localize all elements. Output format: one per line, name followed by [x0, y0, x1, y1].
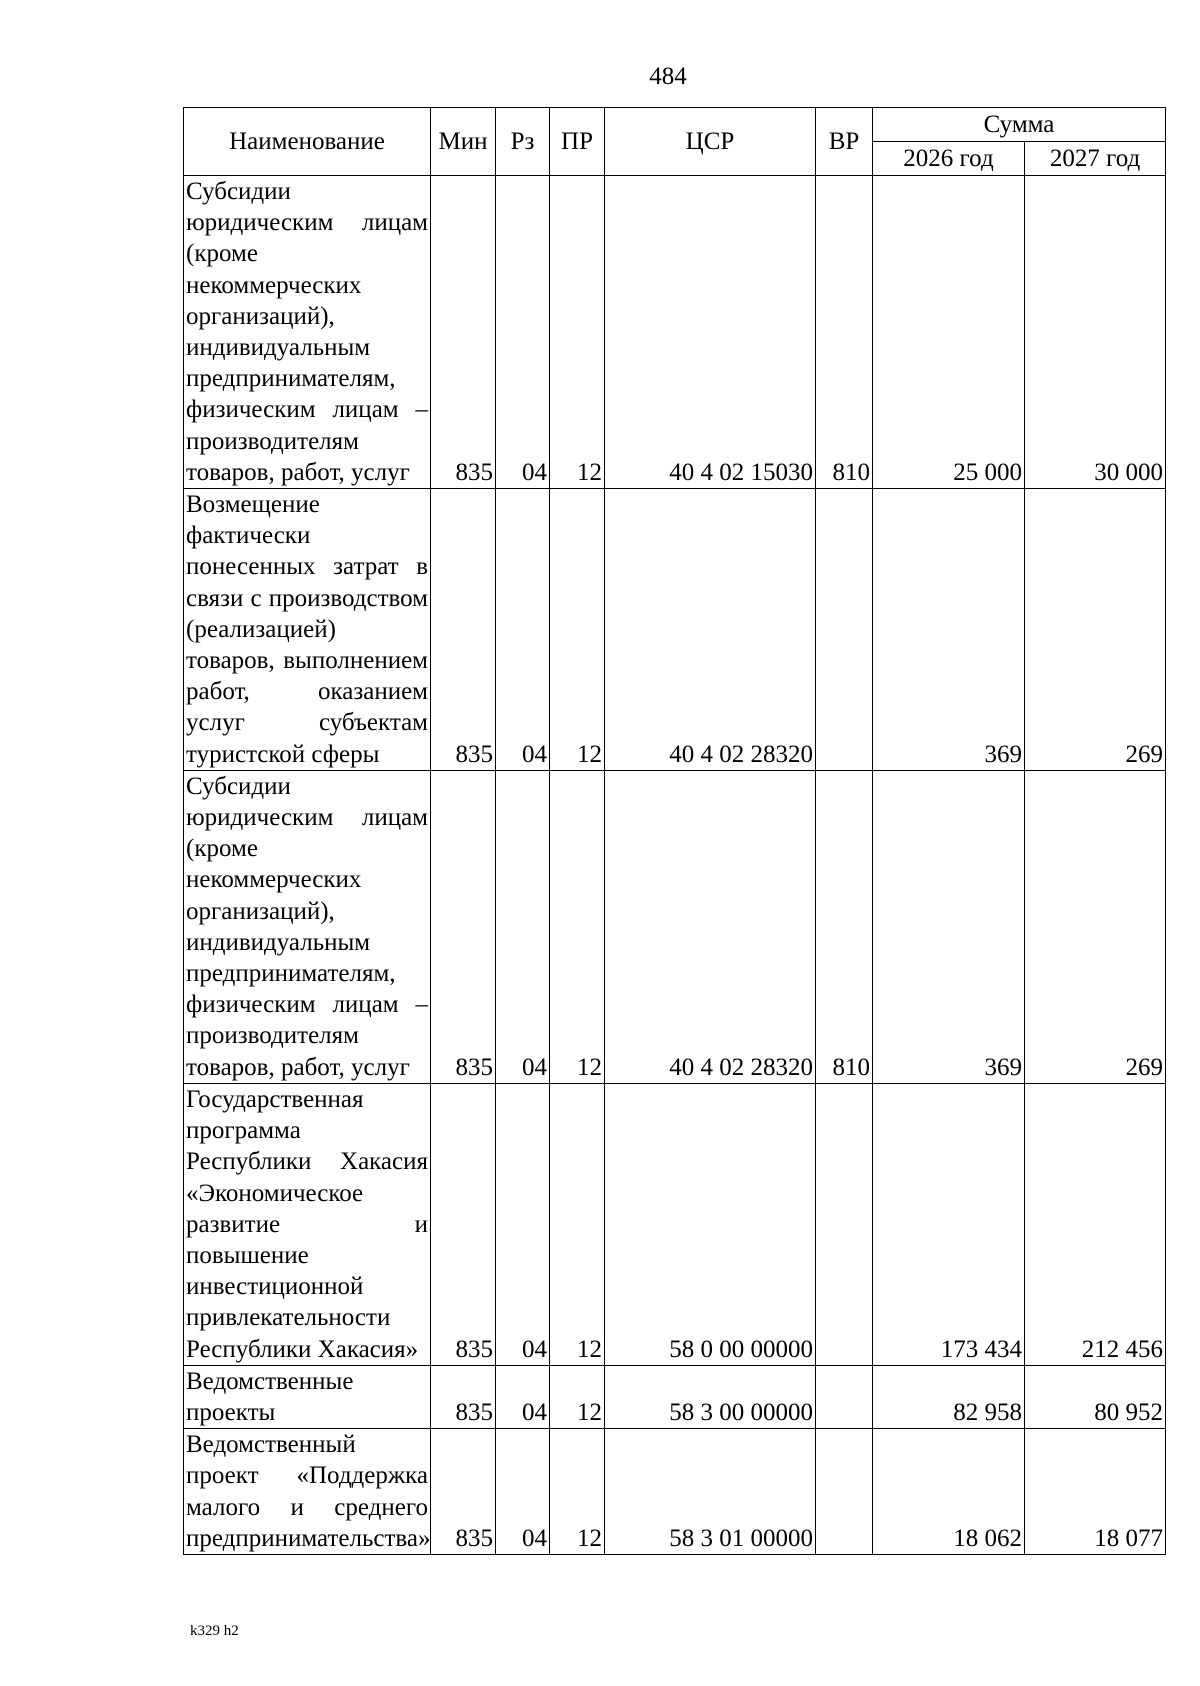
- budget-table: [183, 107, 1166, 1555]
- table-row: [184, 1083, 1166, 1365]
- row-2027: 80 952: [1025, 1365, 1166, 1428]
- row-2026: 82 958: [873, 1365, 1025, 1428]
- row-vr: [816, 489, 873, 771]
- row-2027: 269: [1025, 770, 1166, 1083]
- row-min: 835: [431, 489, 496, 771]
- header-name: Наименование: [184, 108, 431, 176]
- row-csr: 40 4 02 15030: [605, 176, 816, 489]
- header-rz: Рз: [496, 108, 550, 176]
- page-number: 484: [649, 63, 687, 90]
- row-2027: 30 000: [1025, 176, 1166, 489]
- row-min: 835: [431, 1429, 496, 1555]
- row-name: Субсидии юридическим лицам (кроме некоммерческих организаций), индивидуальным предпринимателям, физическим лицам – производителям товаров, работ, услуг: [184, 176, 431, 489]
- row-rz: 04: [496, 489, 550, 771]
- row-name: Ведомственный проект «Поддержка малого и среднего предпринимательства»: [184, 1429, 431, 1555]
- row-vr: 810: [816, 770, 873, 1083]
- footer-code: k329 h2: [190, 1623, 239, 1639]
- row-name: Субсидии юридическим лицам (кроме некоммерческих организаций), индивидуальным предпринимателям, физическим лицам – производителям товаров, работ, услуг: [184, 770, 431, 1083]
- table-row: [184, 1429, 1166, 1555]
- row-rz: 04: [496, 1429, 550, 1555]
- header-min: Мин: [431, 108, 496, 176]
- row-2026: 369: [873, 489, 1025, 771]
- header-vr: ВР: [816, 108, 873, 176]
- row-rz: 04: [496, 176, 550, 489]
- row-2026: 18 062: [873, 1429, 1025, 1555]
- row-csr: 40 4 02 28320: [605, 770, 816, 1083]
- row-2027: 212 456: [1025, 1083, 1166, 1365]
- row-min: 835: [431, 176, 496, 489]
- row-2027: 18 077: [1025, 1429, 1166, 1555]
- row-vr: [816, 1365, 873, 1428]
- row-vr: [816, 1429, 873, 1555]
- header-pr: ПР: [550, 108, 605, 176]
- row-min: 835: [431, 1365, 496, 1428]
- row-csr: 58 3 00 00000: [605, 1365, 816, 1428]
- row-pr: 12: [550, 770, 605, 1083]
- header-year-2026: 2026 год: [873, 142, 1025, 176]
- row-csr: 58 3 01 00000: [605, 1429, 816, 1555]
- row-min: 835: [431, 1083, 496, 1365]
- row-2027: 269: [1025, 489, 1166, 771]
- table-row: [184, 1365, 1166, 1428]
- row-2026: 369: [873, 770, 1025, 1083]
- row-pr: 12: [550, 489, 605, 771]
- table-row: [184, 176, 1166, 489]
- row-name: Возмещение фактически понесенных затрат в связи с производством (реализацией) товаров, выполнением работ, оказанием услуг субъектам туристской сферы: [184, 489, 431, 771]
- row-rz: 04: [496, 770, 550, 1083]
- header-sum: Сумма: [873, 108, 1166, 142]
- row-pr: 12: [550, 1083, 605, 1365]
- header-csr: ЦСР: [605, 108, 816, 176]
- row-vr: [816, 1083, 873, 1365]
- table-row: [184, 770, 1166, 1083]
- row-name: Ведомственные проекты: [184, 1365, 431, 1428]
- row-pr: 12: [550, 1429, 605, 1555]
- row-2026: 173 434: [873, 1083, 1025, 1365]
- row-pr: 12: [550, 176, 605, 489]
- row-min: 835: [431, 770, 496, 1083]
- row-csr: 40 4 02 28320: [605, 489, 816, 771]
- row-pr: 12: [550, 1365, 605, 1428]
- row-name: Государственная программа Республики Хакасия «Экономическое развитие и повышение инвестиционной привлекательности Республики Хакасия»: [184, 1083, 431, 1365]
- header-year-2027: 2027 год: [1025, 142, 1166, 176]
- row-2026: 25 000: [873, 176, 1025, 489]
- table-row: [184, 489, 1166, 771]
- row-vr: 810: [816, 176, 873, 489]
- row-rz: 04: [496, 1083, 550, 1365]
- row-rz: 04: [496, 1365, 550, 1428]
- row-csr: 58 0 00 00000: [605, 1083, 816, 1365]
